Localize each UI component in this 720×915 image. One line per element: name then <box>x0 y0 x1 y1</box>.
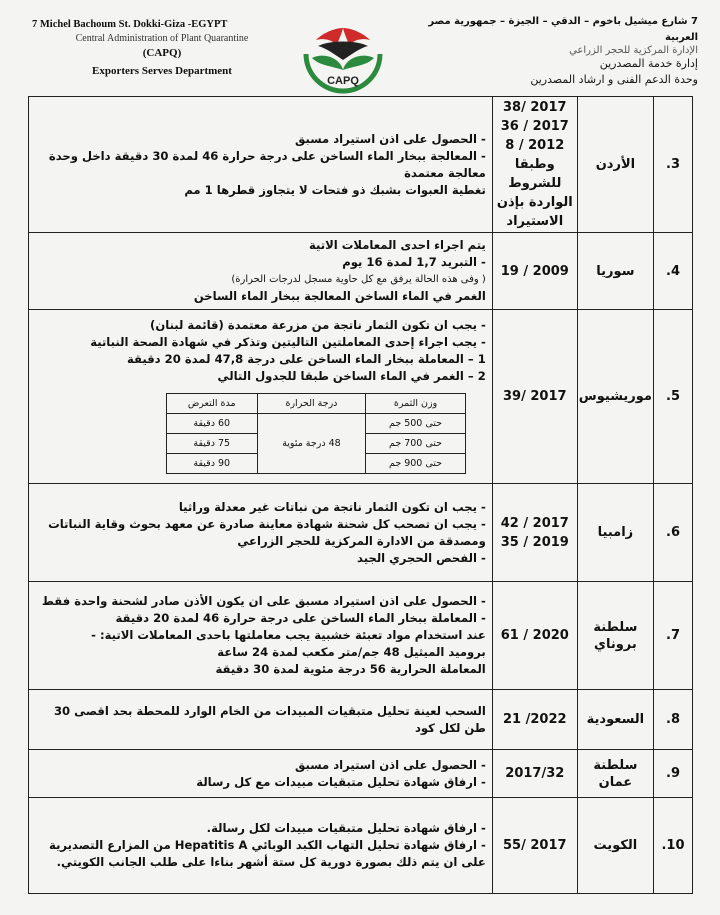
row-number: 5. <box>654 310 693 484</box>
requirement-line: بروميد الميثيل 48 جم/متر مكعب لمدة 24 ساعة <box>217 645 486 659</box>
decree-line: الواردة بإذن <box>496 195 573 210</box>
requirement-line: - ارفاق شهادة تحليل متبقيات مبيدات لكل رسالة. <box>35 820 486 837</box>
table-row <box>29 582 693 690</box>
country-name: سلطنة عمان <box>577 750 653 798</box>
table-row <box>29 750 693 798</box>
decree-ref <box>492 750 577 798</box>
table-row <box>29 798 693 894</box>
decree-ref <box>492 310 577 484</box>
requirement-line: الغمر في الماء الساخن المعالجة ببخار الماء الساخن <box>193 289 486 303</box>
row-number: 9. <box>654 750 693 798</box>
header-arabic <box>398 14 698 88</box>
decree-ref <box>492 690 577 750</box>
hot-water-header-cell: مدة التعرض <box>166 394 257 414</box>
admin-en: Central Administration of Plant Quarantine <box>75 33 249 44</box>
country-name: الكويت <box>577 798 653 894</box>
address-en: 7 Michel Bachoum St. Dokki-Giza -EGYPT <box>32 19 228 30</box>
decree-line: 2017/32 <box>505 766 565 781</box>
fruit-weight: حتى 900 جم <box>366 454 466 474</box>
admin-ar: الإدارة المركزية للحجر الزراعي <box>569 45 698 56</box>
requirements-table <box>28 96 693 894</box>
exposure-time: 75 دقيقة <box>166 434 257 454</box>
requirement-line: - ارفاق شهادة تحليل متبقيات مبيدات مع كل رسالة <box>35 774 486 791</box>
fruit-weight: حتى 700 جم <box>366 434 466 454</box>
table-row <box>29 484 693 582</box>
requirement-line: - الحصول على اذن استيراد مسبق على ان يكون الأذن صادر لشحنة واحدة فقط <box>35 593 486 610</box>
requirements <box>29 97 493 233</box>
row-number: 10. <box>654 798 693 894</box>
requirements <box>29 750 493 798</box>
requirement-line: - الحصول على اذن استيراد مسبق <box>35 131 486 148</box>
dept-en: Exporters Serves Department <box>92 65 232 77</box>
decree-line: 2020 / 61 <box>500 628 569 643</box>
requirement-line: - الحصول على اذن استيراد مسبق <box>35 757 486 774</box>
requirement-line: السحب لعينة تحليل متبقيات المبيدات من الخام الوارد للمحطة بحد اقصى 30 طن لكل كود <box>53 703 486 735</box>
table-row <box>29 690 693 750</box>
requirement-line: - المعاملة ببخار الماء الساخن على درجة حرارة 46 لمدة 20 دقيقة <box>35 610 486 627</box>
requirement-line: - يجب ان تكون الثمار ناتجة من مزرعة معتمدة (قائمة لبنان) <box>35 317 486 334</box>
decree-line: الاستيراد <box>506 214 564 229</box>
row-number: 6. <box>654 484 693 582</box>
decree-ref <box>492 798 577 894</box>
address-ar: 7 شارع ميشيل باخوم – الدقي – الجيزة – جمهورية مصر العربية <box>428 16 698 43</box>
requirements <box>29 582 493 690</box>
requirement-line: - يجب ان تصحب كل شحنة شهادة معاينة صادرة عن معهد بحوث وقاية النباتات ومصدقة من الادارة المركزية للحجر الزراعي <box>35 516 486 550</box>
requirement-line: المعاملة الحرارية 56 درجة مئوية لمدة 30 دقيقة <box>215 662 486 676</box>
requirement-line: - يجب ان تكون الثمار ناتجة من نباتات غير معدلة وراثيا <box>35 499 486 516</box>
requirements <box>29 484 493 582</box>
water-temp: 48 درجة مئوية <box>257 414 366 474</box>
header-english <box>32 16 292 80</box>
hot-water-table <box>166 393 466 474</box>
country-name: الأردن <box>577 97 653 233</box>
table-row <box>29 233 693 310</box>
requirements <box>29 798 493 894</box>
row-number: 7. <box>654 582 693 690</box>
decree-line: 2022/ 21 <box>503 712 567 727</box>
country-name: زامبيا <box>577 484 653 582</box>
service-ar: إدارة خدمة المصدرين <box>599 57 698 70</box>
row-number: 3. <box>654 97 693 233</box>
hot-water-header-cell: وزن الثمرة <box>366 394 466 414</box>
requirement-line: يتم اجراء احدى المعاملات الاتية <box>309 238 486 252</box>
unit-ar: وحدة الدعم الفنى و ارشاد المصدرين <box>530 73 698 86</box>
decree-ref <box>492 97 577 233</box>
decree-line: 2017 /38 <box>503 100 567 115</box>
decree-ref <box>492 233 577 310</box>
requirements <box>29 310 493 484</box>
row-number: 4. <box>654 233 693 310</box>
decree-line: 2009 / 19 <box>500 263 569 279</box>
requirement-line: - الفحص الحجري الجيد <box>35 550 486 567</box>
requirement-line: - يجب اجراء إحدى المعاملتين التاليتين وتذكر في شهادة الصحة النباتية <box>35 334 486 351</box>
requirement-line: - المعالجة ببخار الماء الساخن على درجة حرارة 46 لمدة 30 دقيقة داخل وحدة معالجة معتمدة <box>35 148 486 182</box>
country-name: موريشيوس <box>577 310 653 484</box>
table-row <box>29 97 693 233</box>
requirement-line: - التبريد 1,7 لمدة 16 يوم <box>35 254 486 271</box>
country-name: السعودية <box>577 690 653 750</box>
country-name: سلطنة بروناي <box>577 582 653 690</box>
decree-line: 2017 / 36 <box>500 119 569 134</box>
decree-line: 2017 /55 <box>503 838 567 853</box>
abbr-en: (CAPQ) <box>142 47 182 59</box>
decree-ref <box>492 484 577 582</box>
requirements <box>29 690 493 750</box>
table-row <box>29 310 693 484</box>
decree-line: 2012 / 8 <box>505 138 565 153</box>
decree-line: 2019 / 35 <box>500 534 569 550</box>
decree-line: وطبقا للشروط <box>508 157 562 191</box>
country-name: سوريا <box>577 233 653 310</box>
requirement-line: ( وفى هذه الحالة يرفق مع كل حاوية مسجل لدرجات الحرارة) <box>231 274 486 285</box>
requirement-line: - ارفاق شهادة تحليل التهاب الكبد الوبائي Hepatitis A من المزارع التصديرية على ان يتم ذلك بصورة دورية كل ستة أشهر بناءا على طلب الجانب الكويتي. <box>35 837 486 871</box>
requirement-line: 1 – المعاملة ببخار الماء الساخن على درجة 47,8 لمدة 20 دقيقة <box>126 352 486 366</box>
requirements <box>29 233 493 310</box>
hot-water-header-cell: درجة الحرارة <box>257 394 366 414</box>
decree-line: 2017 /39 <box>503 389 567 404</box>
exposure-time: 90 دقيقة <box>166 454 257 474</box>
capq-logo <box>300 18 386 96</box>
exposure-time: 60 دقيقة <box>166 414 257 434</box>
requirement-line: تغطية العبوات بشبك ذو فتحات لا يتجاوز قطرها 1 مم <box>184 182 486 197</box>
hot-water-header <box>166 394 465 414</box>
decree-line: 2017 / 42 <box>500 515 569 531</box>
logo-text: CAPQ <box>327 75 359 87</box>
requirement-line: 2 – الغمر في الماء الساخن طبقا للجدول التالي <box>217 369 486 383</box>
fruit-weight: حتى 500 جم <box>366 414 466 434</box>
row-number: 8. <box>654 690 693 750</box>
hot-water-row <box>166 414 465 434</box>
decree-ref <box>492 582 577 690</box>
requirement-line: عند استخدام مواد تعبئة خشبية يجب معاملتها باحدى المعاملات الاتية: - <box>91 628 486 642</box>
